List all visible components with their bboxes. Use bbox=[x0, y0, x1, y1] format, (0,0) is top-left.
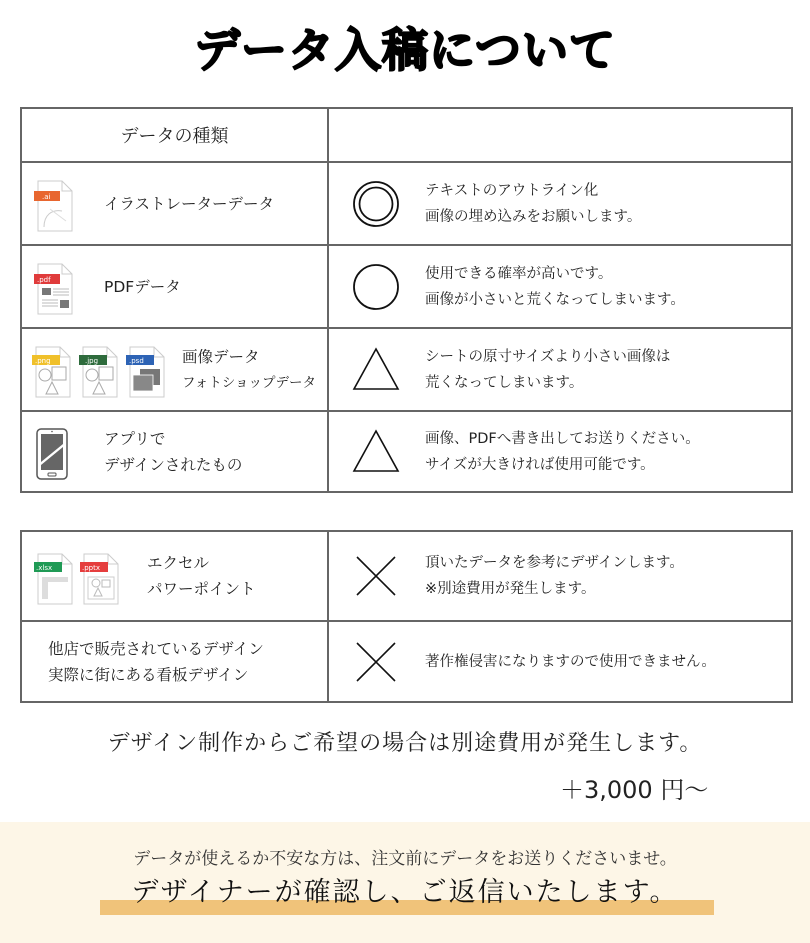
description-line: 頂いたデータを参考にデザインします。 bbox=[425, 555, 684, 571]
design-fee-note: デザイン制作からご希望の場合は別途費用が発生します。 bbox=[107, 731, 703, 756]
table-row-app bbox=[22, 410, 791, 491]
data-type-label: パワーポイント bbox=[147, 580, 256, 598]
description-line: 荒くなってしまいます。 bbox=[425, 374, 584, 391]
office-files-icon bbox=[32, 552, 124, 606]
description-line: シートの原寸サイズより小さい画像は bbox=[425, 348, 671, 365]
description-line: 著作権侵害になりますので使用できません。 bbox=[425, 653, 716, 670]
image-files-icon bbox=[30, 345, 170, 399]
triangle-icon bbox=[351, 345, 401, 395]
cross-icon bbox=[351, 637, 401, 687]
svg-text:.pdf: .pdf bbox=[37, 276, 51, 284]
svg-text:.pptx: .pptx bbox=[82, 564, 100, 572]
data-type-label: エクセル bbox=[147, 554, 210, 572]
description-line: 画像の埋め込みをお願いします。 bbox=[425, 208, 642, 225]
data-type-label: 画像データ bbox=[182, 347, 260, 366]
data-type-label: PDFデータ bbox=[104, 277, 181, 296]
data-type-label: イラストレーターデータ bbox=[104, 194, 275, 213]
description-line: テキストのアウトライン化 bbox=[425, 182, 599, 199]
data-type-label: デザインされたもの bbox=[104, 455, 243, 474]
description-line: 使用できる確率が高いです。 bbox=[425, 265, 613, 282]
triangle-icon bbox=[351, 427, 401, 477]
page-title: データ入稿について bbox=[193, 23, 617, 77]
banner-subtext: データが使えるか不安な方は、注文前にデータをお送りくださいませ。 bbox=[133, 849, 677, 869]
svg-text:.xlsx: .xlsx bbox=[36, 564, 53, 572]
smartphone-icon bbox=[36, 428, 68, 480]
circle-icon bbox=[351, 262, 401, 312]
header-data-type: データの種類 bbox=[22, 109, 329, 161]
table-row-office bbox=[22, 532, 791, 620]
contact-banner bbox=[0, 822, 810, 943]
data-type-label: フォトショップデータ bbox=[182, 374, 317, 391]
description-line: 画像、PDFへ書き出してお送りください。 bbox=[425, 430, 700, 447]
table-header-row bbox=[22, 109, 791, 161]
cross-icon bbox=[351, 551, 401, 601]
data-types-table bbox=[20, 107, 793, 493]
illustrator-file-icon bbox=[32, 179, 76, 233]
description-line: ※別途費用が発生します。 bbox=[425, 581, 596, 597]
description-line: 画像が小さいと荒くなってしまいます。 bbox=[425, 291, 685, 308]
unsupported-data-table bbox=[20, 530, 793, 703]
svg-text:.psd: .psd bbox=[129, 357, 144, 365]
table-row-images bbox=[22, 327, 791, 410]
data-type-label: アプリで bbox=[104, 429, 166, 448]
header-empty bbox=[329, 109, 791, 161]
banner-headline: デザイナーが確認し、ご返信いたします。 bbox=[131, 877, 679, 908]
table-row-pdf bbox=[22, 244, 791, 327]
description-line: サイズが大きければ使用可能です。 bbox=[425, 456, 655, 473]
table-row-illustrator bbox=[22, 161, 791, 244]
table-row-copyright bbox=[22, 620, 791, 701]
double-circle-icon bbox=[351, 179, 401, 229]
data-type-label: 他店で販売されているデザイン bbox=[48, 639, 264, 658]
design-fee-price: ＋3,000 円〜 bbox=[560, 776, 709, 804]
pdf-file-icon bbox=[32, 262, 76, 316]
data-type-label: 実際に街にある看板デザイン bbox=[48, 665, 249, 684]
svg-text:.ai: .ai bbox=[42, 193, 51, 201]
svg-text:.jpg: .jpg bbox=[85, 357, 99, 365]
svg-text:.png: .png bbox=[35, 357, 51, 365]
